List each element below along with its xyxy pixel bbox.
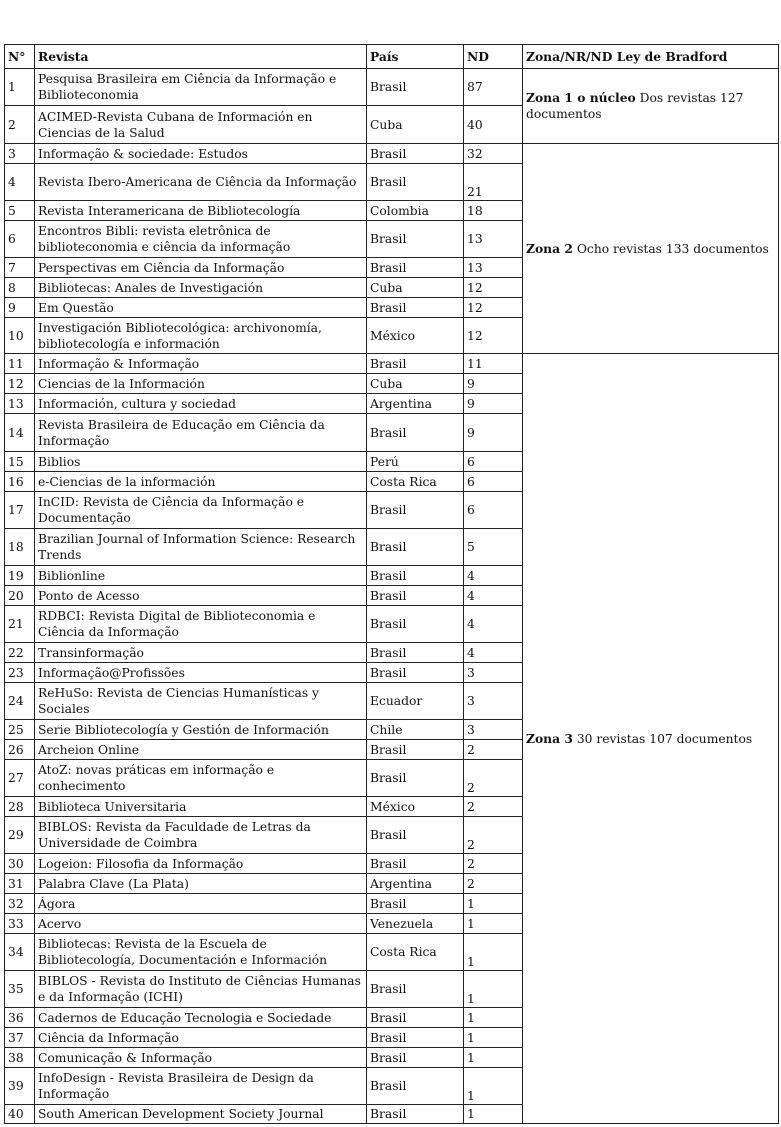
cell-revista: Logeion: Filosofia da Informação (35, 854, 367, 874)
cell-revista: Brazilian Journal of Information Science: Research Trends (35, 529, 367, 566)
cell-nd: 12 (464, 278, 523, 298)
cell-pais: Brasil (367, 1068, 464, 1105)
cell-revista: Biblionline (35, 566, 367, 586)
header-revista: Revista (35, 45, 367, 69)
cell-num: 14 (5, 414, 35, 452)
cell-nd: 2 (464, 854, 523, 874)
cell-pais: Brasil (367, 586, 464, 606)
cell-revista: Perspectivas em Ciência da Informação (35, 258, 367, 278)
cell-nd: 1 (464, 1028, 523, 1048)
table-row (5, 144, 779, 164)
cell-num: 34 (5, 934, 35, 971)
cell-pais: Costa Rica (367, 472, 464, 492)
cell-num: 21 (5, 606, 35, 643)
cell-num: 17 (5, 492, 35, 529)
cell-num: 19 (5, 566, 35, 586)
zone-cell (523, 69, 779, 144)
cell-revista: Revista Brasileira de Educação em Ciência da Informação (35, 414, 367, 452)
cell-num: 12 (5, 374, 35, 394)
cell-nd: 1 (464, 1048, 523, 1068)
cell-pais: Brasil (367, 1048, 464, 1068)
cell-nd: 1 (464, 1008, 523, 1028)
cell-num: 35 (5, 971, 35, 1008)
cell-num: 29 (5, 817, 35, 854)
cell-num: 15 (5, 452, 35, 472)
cell-nd: 1 (464, 934, 523, 971)
cell-pais: Brasil (367, 69, 464, 106)
cell-nd: 1 (464, 914, 523, 934)
cell-revista: Transinformação (35, 643, 367, 663)
cell-num: 7 (5, 258, 35, 278)
cell-revista: ReHuSo: Revista de Ciencias Humanísticas y Sociales (35, 683, 367, 720)
cell-revista: Investigación Bibliotecológica: archivonomía, bibliotecología e información (35, 318, 367, 354)
header-nd: ND (464, 45, 523, 69)
cell-pais: Ecuador (367, 683, 464, 720)
cell-revista: Palabra Clave (La Plata) (35, 874, 367, 894)
cell-num: 26 (5, 740, 35, 760)
cell-nd: 4 (464, 643, 523, 663)
cell-pais: Brasil (367, 817, 464, 854)
cell-pais: Brasil (367, 1028, 464, 1048)
cell-revista: AtoZ: novas práticas em informação e conhecimento (35, 760, 367, 797)
table-row (5, 69, 779, 106)
cell-pais: México (367, 318, 464, 354)
cell-num: 5 (5, 201, 35, 221)
cell-num: 40 (5, 1105, 35, 1124)
cell-nd: 3 (464, 720, 523, 740)
cell-nd: 9 (464, 374, 523, 394)
cell-pais: Brasil (367, 894, 464, 914)
header-pais: País (367, 45, 464, 69)
cell-num: 24 (5, 683, 35, 720)
cell-revista: Biblios (35, 452, 367, 472)
cell-nd: 32 (464, 144, 523, 164)
cell-num: 39 (5, 1068, 35, 1105)
cell-num: 1 (5, 69, 35, 106)
cell-pais: Brasil (367, 529, 464, 566)
cell-nd: 5 (464, 529, 523, 566)
cell-pais: Costa Rica (367, 934, 464, 971)
cell-nd: 2 (464, 797, 523, 817)
zone-summary: Ocho revistas 133 documentos (572, 241, 769, 256)
cell-num: 36 (5, 1008, 35, 1028)
cell-num: 3 (5, 144, 35, 164)
zone-cell (523, 354, 779, 1124)
cell-nd: 40 (464, 106, 523, 144)
cell-nd: 13 (464, 258, 523, 278)
bradford-table (4, 44, 779, 1124)
cell-nd: 13 (464, 221, 523, 258)
zone-summary: 30 revistas 107 documentos (572, 731, 753, 746)
cell-num: 2 (5, 106, 35, 144)
cell-revista: Ágora (35, 894, 367, 914)
cell-revista: Informação & sociedade: Estudos (35, 144, 367, 164)
cell-revista: Em Questão (35, 298, 367, 318)
cell-nd: 3 (464, 683, 523, 720)
cell-revista: Biblioteca Universitaria (35, 797, 367, 817)
cell-nd: 1 (464, 1105, 523, 1124)
zone-title: Zona 1 o núcleo (526, 90, 636, 105)
cell-nd: 4 (464, 606, 523, 643)
header-zona: Zona/NR/ND Ley de Bradford (523, 45, 779, 69)
cell-nd: 1 (464, 894, 523, 914)
cell-revista: Ciência da Informação (35, 1028, 367, 1048)
cell-pais: Brasil (367, 740, 464, 760)
cell-nd: 2 (464, 740, 523, 760)
cell-revista: InCID: Revista de Ciência da Informação e Documentação (35, 492, 367, 529)
cell-revista: e-Ciencias de la información (35, 472, 367, 492)
cell-pais: Brasil (367, 760, 464, 797)
cell-pais: Brasil (367, 492, 464, 529)
cell-num: 27 (5, 760, 35, 797)
cell-pais: Cuba (367, 374, 464, 394)
cell-nd: 3 (464, 663, 523, 683)
cell-num: 28 (5, 797, 35, 817)
cell-pais: Argentina (367, 874, 464, 894)
cell-pais: Brasil (367, 221, 464, 258)
cell-num: 32 (5, 894, 35, 914)
cell-revista: Revista Interamericana de Bibliotecología (35, 201, 367, 221)
cell-num: 30 (5, 854, 35, 874)
cell-revista: InfoDesign - Revista Brasileira de Design da Informação (35, 1068, 367, 1105)
zone-cell (523, 144, 779, 354)
cell-pais: Brasil (367, 258, 464, 278)
cell-pais: Brasil (367, 414, 464, 452)
cell-revista: Informação@Profissões (35, 663, 367, 683)
cell-pais: Brasil (367, 298, 464, 318)
cell-nd: 21 (464, 164, 523, 201)
cell-pais: Venezuela (367, 914, 464, 934)
cell-revista: Cadernos de Educação Tecnologia e Sociedade (35, 1008, 367, 1028)
cell-num: 23 (5, 663, 35, 683)
cell-nd: 12 (464, 298, 523, 318)
cell-revista: Encontros Bibli: revista eletrônica de biblioteconomia e ciência da informação (35, 221, 367, 258)
cell-num: 13 (5, 394, 35, 414)
cell-revista: Ciencias de la Información (35, 374, 367, 394)
cell-num: 22 (5, 643, 35, 663)
cell-revista: Revista Ibero-Americana de Ciência da Informação (35, 164, 367, 201)
cell-pais: Brasil (367, 971, 464, 1008)
cell-pais: Brasil (367, 354, 464, 374)
cell-pais: Brasil (367, 643, 464, 663)
cell-revista: BIBLOS: Revista da Faculdade de Letras da Universidade de Coimbra (35, 817, 367, 854)
header-row (5, 45, 779, 69)
cell-pais: Perú (367, 452, 464, 472)
cell-nd: 2 (464, 817, 523, 854)
cell-revista: RDBCI: Revista Digital de Biblioteconomia e Ciência da Informação (35, 606, 367, 643)
cell-nd: 6 (464, 492, 523, 529)
cell-nd: 2 (464, 874, 523, 894)
cell-nd: 11 (464, 354, 523, 374)
cell-num: 37 (5, 1028, 35, 1048)
cell-nd: 9 (464, 394, 523, 414)
cell-nd: 6 (464, 472, 523, 492)
cell-revista: Comunicação & Informação (35, 1048, 367, 1068)
cell-num: 11 (5, 354, 35, 374)
cell-revista: Información, cultura y sociedad (35, 394, 367, 414)
cell-revista: Acervo (35, 914, 367, 934)
cell-revista: Ponto de Acesso (35, 586, 367, 606)
cell-pais: Argentina (367, 394, 464, 414)
cell-num: 16 (5, 472, 35, 492)
cell-revista: Archeion Online (35, 740, 367, 760)
cell-pais: México (367, 797, 464, 817)
cell-nd: 4 (464, 586, 523, 606)
cell-pais: Cuba (367, 278, 464, 298)
cell-num: 25 (5, 720, 35, 740)
cell-num: 33 (5, 914, 35, 934)
cell-revista: ACIMED-Revista Cubana de Información en Ciencias de la Salud (35, 106, 367, 144)
cell-num: 31 (5, 874, 35, 894)
cell-num: 6 (5, 221, 35, 258)
cell-nd: 9 (464, 414, 523, 452)
cell-pais: Brasil (367, 164, 464, 201)
zone-title: Zona 2 (526, 240, 573, 256)
cell-num: 20 (5, 586, 35, 606)
cell-revista: Bibliotecas: Anales de Investigación (35, 278, 367, 298)
cell-pais: Brasil (367, 606, 464, 643)
cell-nd: 1 (464, 1068, 523, 1105)
cell-pais: Brasil (367, 1008, 464, 1028)
cell-nd: 4 (464, 566, 523, 586)
cell-pais: Brasil (367, 663, 464, 683)
cell-revista: Serie Bibliotecología y Gestión de Información (35, 720, 367, 740)
table-row (5, 354, 779, 374)
cell-pais: Brasil (367, 1105, 464, 1124)
cell-nd: 12 (464, 318, 523, 354)
cell-pais: Brasil (367, 854, 464, 874)
cell-num: 38 (5, 1048, 35, 1068)
cell-num: 8 (5, 278, 35, 298)
cell-pais: Chile (367, 720, 464, 740)
cell-pais: Colombia (367, 201, 464, 221)
cell-nd: 6 (464, 452, 523, 472)
cell-nd: 87 (464, 69, 523, 106)
cell-num: 9 (5, 298, 35, 318)
cell-nd: 18 (464, 201, 523, 221)
cell-revista: Informação & Informação (35, 354, 367, 374)
cell-num: 4 (5, 164, 35, 201)
cell-pais: Brasil (367, 144, 464, 164)
cell-nd: 1 (464, 971, 523, 1008)
cell-revista: Bibliotecas: Revista de la Escuela de Bibliotecología, Documentación e Información (35, 934, 367, 971)
cell-num: 18 (5, 529, 35, 566)
cell-revista: Pesquisa Brasileira em Ciência da Informação e Biblioteconomia (35, 69, 367, 106)
cell-revista: South American Development Society Journal (35, 1105, 367, 1124)
zone-summary: Dos revistas 127 documentos (526, 91, 744, 121)
cell-pais: Cuba (367, 106, 464, 144)
cell-pais: Brasil (367, 566, 464, 586)
header-num: N° (5, 45, 35, 69)
zone-title: Zona 3 (526, 730, 573, 746)
cell-num: 10 (5, 318, 35, 354)
cell-revista: BIBLOS - Revista do Instituto de Ciências Humanas e da Informação (ICHI) (35, 971, 367, 1008)
cell-nd: 2 (464, 760, 523, 797)
